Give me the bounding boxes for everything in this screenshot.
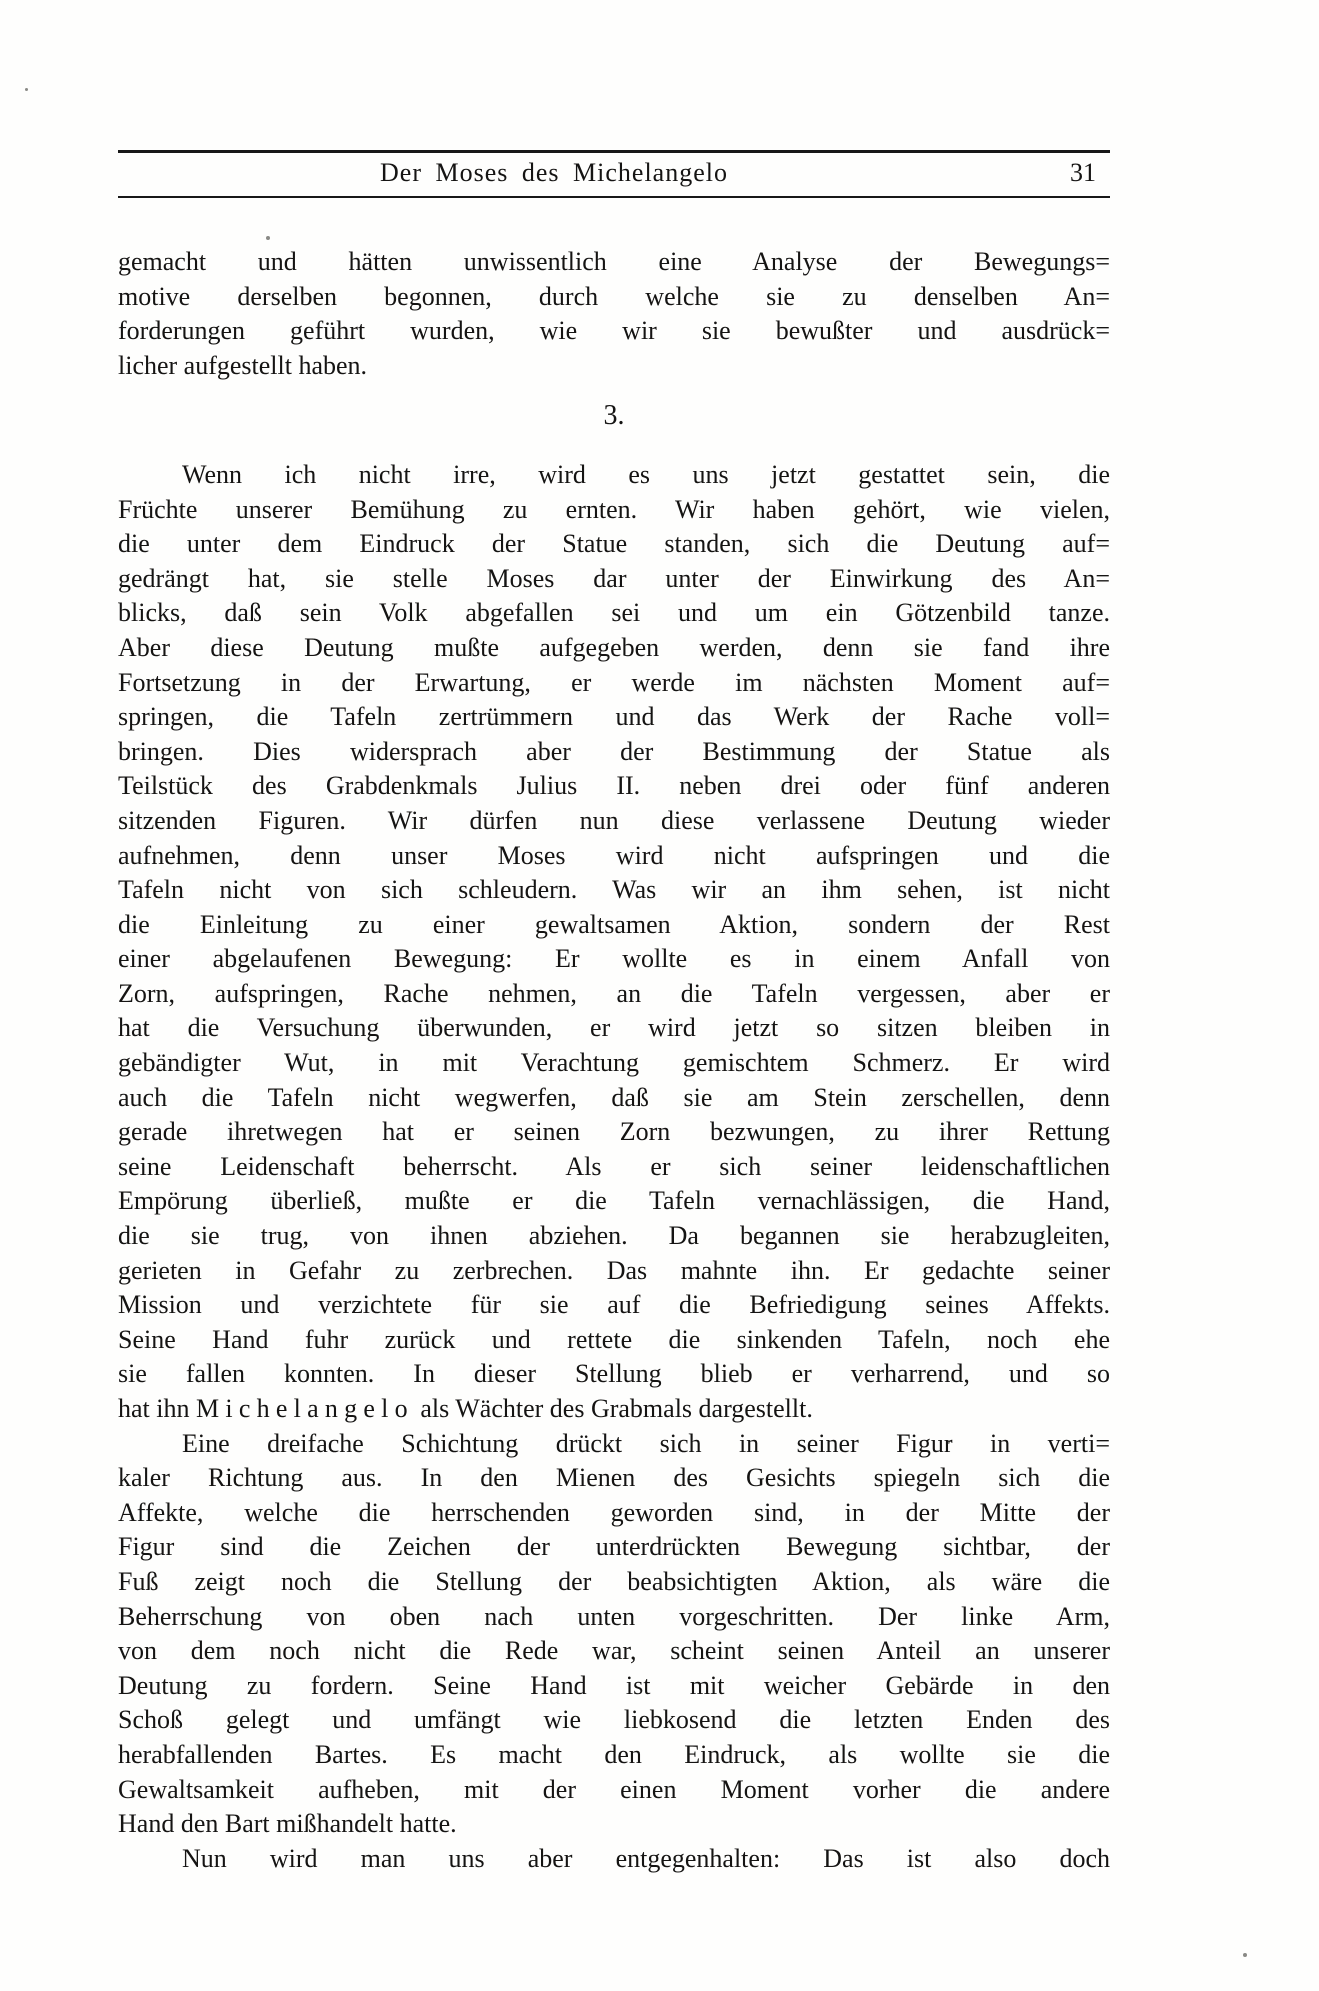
text-line: auch die Tafeln nicht wegwerfen, daß sie am Stein zerschellen, denn xyxy=(118,1082,1110,1112)
text-line: Figur sind die Zeichen der unterdrückten Bewegung sichtbar, der xyxy=(118,1532,1110,1562)
text-line: hat die Versuchung überwunden, er wird jetzt so sitzen bleiben in xyxy=(118,1013,1110,1043)
body-text xyxy=(118,245,1110,1876)
text-line: Früchte unserer Bemühung zu ernten. Wir haben gehört, wie vielen, xyxy=(118,494,1110,524)
text-line: forderungen geführt wurden, wie wir sie bewußter und ausdrück= xyxy=(118,316,1110,346)
page-number: 31 xyxy=(1070,158,1096,187)
text-line: die unter dem Eindruck der Statue standen, sich die Deutung auf= xyxy=(118,529,1110,559)
text-line: herabfallenden Bartes. Es macht den Eindruck, als wollte sie die xyxy=(118,1739,1110,1769)
text-line: Nun wird man uns aber entgegenhalten: Das ist also doch xyxy=(182,1843,1110,1873)
text-line: gebändigter Wut, in mit Verachtung gemischtem Schmerz. Er wird xyxy=(118,1048,1110,1078)
text-line: Deutung zu fordern. Seine Hand ist mit weicher Gebärde in den xyxy=(118,1670,1110,1700)
text-line: seine Leidenschaft beherrscht. Als er sich seiner leidenschaftlichen xyxy=(118,1151,1110,1181)
text-line: sie fallen konnten. In dieser Stellung blieb er verharrend, und so xyxy=(118,1359,1110,1389)
text-line: die Einleitung zu einer gewaltsamen Aktion, sondern der Rest xyxy=(118,909,1110,939)
text-line: Beherrschung von oben nach unten vorgeschritten. Der linke Arm, xyxy=(118,1601,1110,1631)
text-line: gemacht und hätten unwissentlich eine Analyse der Bewegungs= xyxy=(118,247,1110,276)
text-line: springen, die Tafeln zertrümmern und das Werk der Rache voll= xyxy=(118,702,1110,732)
text-line: hat ihn Michelangelo als Wächter des Grabmals dargestellt. xyxy=(118,1394,813,1423)
paragraph xyxy=(118,1842,1110,1877)
text-line: bringen. Dies widersprach aber der Bestimmung der Statue als xyxy=(118,736,1110,766)
text-line: Fuß zeigt noch die Stellung der beabsichtigten Aktion, als wäre die xyxy=(118,1566,1110,1596)
text-line: blicks, daß sein Volk abgefallen sei und um ein Götzenbild tanze. xyxy=(118,598,1110,628)
text-line: die sie trug, von ihnen abziehen. Da begannen sie herabzugleiten, xyxy=(118,1221,1110,1251)
text-line: gedrängt hat, sie stelle Moses dar unter der Einwirkung des An= xyxy=(118,563,1110,593)
text-line: Tafeln nicht von sich schleudern. Was wir an ihm sehen, ist nicht xyxy=(118,875,1110,905)
text-line: Aber diese Deutung mußte aufgegeben werden, denn sie fand ihre xyxy=(118,632,1110,662)
text-line: von dem noch nicht die Rede war, scheint seinen Anteil an unserer xyxy=(118,1636,1110,1666)
running-head xyxy=(118,150,1110,198)
section-heading: 3. xyxy=(603,400,625,432)
text-line: motive derselben begonnen, durch welche sie zu denselben An= xyxy=(118,281,1110,311)
text-line: Affekte, welche die herrschenden geworden sind, in der Mitte der xyxy=(118,1497,1110,1527)
paragraph xyxy=(118,245,1110,383)
scan-speck xyxy=(25,88,28,91)
text-line: einer abgelaufenen Bewegung: Er wollte es in einem Anfall von xyxy=(118,944,1110,974)
text-line: gerieten in Gefahr zu zerbrechen. Das mahnte ihn. Er gedachte seiner xyxy=(118,1255,1110,1285)
text-line: Mission und verzichtete für sie auf die Befriedigung seines Affekts. xyxy=(118,1290,1110,1320)
text-line: sitzenden Figuren. Wir dürfen nun diese verlassene Deutung wieder xyxy=(118,805,1110,835)
text-line: Hand den Bart mißhandelt hatte. xyxy=(118,1809,457,1839)
text-line: Zorn, aufspringen, Rache nehmen, an die Tafeln vergessen, aber er xyxy=(118,978,1110,1008)
type-area xyxy=(118,150,1110,1876)
text-line: Empörung überließ, mußte er die Tafeln vernachlässigen, die Hand, xyxy=(118,1186,1110,1216)
text-line: Seine Hand fuhr zurück und rettete die sinkenden Tafeln, noch ehe xyxy=(118,1324,1110,1354)
text-line: licher aufgestellt haben. xyxy=(118,350,368,380)
scan-speck xyxy=(1243,1953,1247,1957)
running-head-title: Der Moses des Michelangelo xyxy=(380,158,728,187)
text-line: kaler Richtung aus. In den Mienen des Gesichts spiegeln sich die xyxy=(118,1463,1110,1493)
letterspaced-name: Michelangelo xyxy=(196,1394,414,1423)
text-line: Fortsetzung in der Erwartung, er werde im nächsten Moment auf= xyxy=(118,667,1110,697)
paragraph xyxy=(118,1427,1110,1842)
text-line: Teilstück des Grabdenkmals Julius II. neben drei oder fünf anderen xyxy=(118,771,1110,801)
text-line: Wenn ich nicht irre, wird es uns jetzt gestattet sein, die xyxy=(182,459,1110,489)
paragraph xyxy=(118,458,1110,1427)
text-line: Gewaltsamkeit aufheben, mit der einen Moment vorher die andere xyxy=(118,1774,1110,1804)
text-line: aufnehmen, denn unser Moses wird nicht aufspringen und die xyxy=(118,840,1110,870)
text-line: Schoß gelegt und umfängt wie liebkosend die letzten Enden des xyxy=(118,1705,1110,1735)
text-line: gerade ihretwegen hat er seinen Zorn bezwungen, zu ihrer Rettung xyxy=(118,1117,1110,1147)
text-line: Eine dreifache Schichtung drückt sich in seiner Figur in verti= xyxy=(182,1428,1110,1458)
